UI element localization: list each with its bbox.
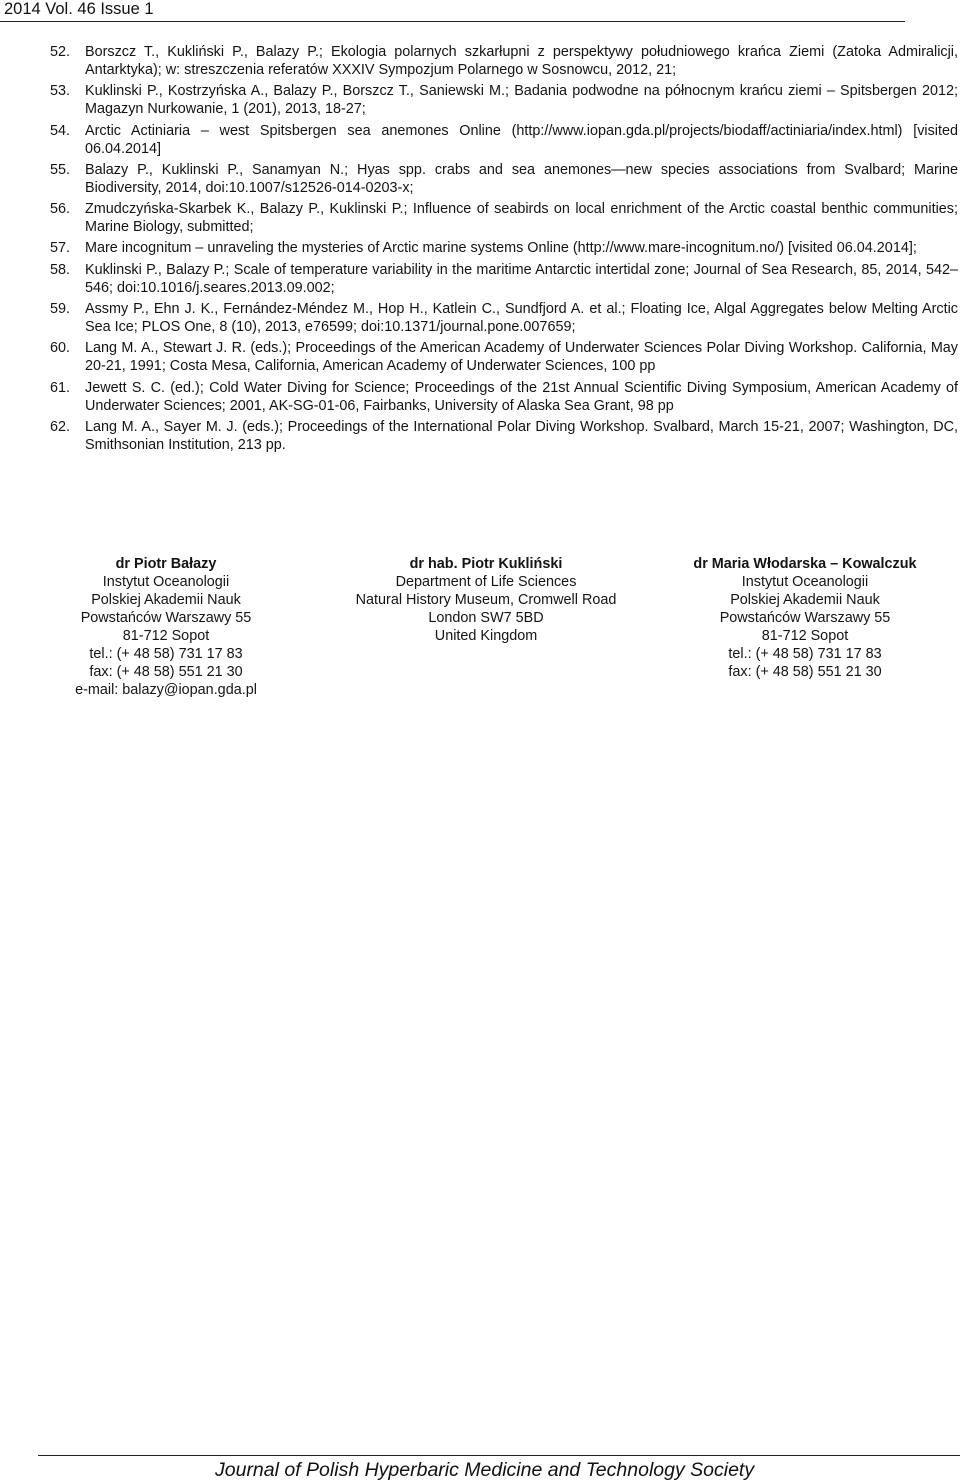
- reference-number: 59.: [50, 301, 71, 318]
- reference-text: Arctic Actiniaria – west Spitsbergen sea anemones Online (http://www.iopan.gda.pl/projects/biodaff/actiniaria/index.html) [visited 06.04.2014]: [85, 122, 958, 157]
- reference-text: Balazy P., Kuklinski P., Sanamyan N.; Hyas spp. crabs and sea anemones—new species associations from Svalbard; Marine Biodiversity, 2014, doi:10.1007/s12526-014-0203-x;: [85, 161, 958, 196]
- author-address-line: London SW7 5BD: [428, 610, 544, 626]
- reference-item: [50, 379, 958, 415]
- reference-number: 61.: [50, 379, 71, 396]
- reference-item: [50, 339, 958, 375]
- author-contact-block: [650, 555, 960, 681]
- reference-list: [50, 43, 958, 457]
- reference-item: [50, 43, 958, 79]
- reference-number: 52.: [50, 44, 71, 60]
- author-address-line: 81-712 Sopot: [761, 628, 849, 644]
- reference-text: Mare incognitum – unraveling the mysteries of Arctic marine systems Online (http://www.mare-incognitum.no/) [visited 06.04.2014];: [85, 240, 917, 257]
- author-name: dr Maria Włodarska – Kowalczuk: [693, 556, 917, 572]
- reference-text: Lang M. A., Sayer M. J. (eds.); Proceedings of the International Polar Diving Workshop. Svalbard, March 15-21, 2007; Washington, DC, Smithsonian Institution, 213 pp.: [85, 418, 958, 453]
- reference-item: [50, 161, 958, 197]
- reference-item: [50, 300, 958, 336]
- author-contact-block: [11, 555, 321, 699]
- reference-text: Kuklinski P., Kostrzyńska A., Balazy P., Borszcz T., Saniewski M.; Badania podwodne na północnym krańcu ziemi – Spitsbergen 2012; Magazyn Nurkowanie, 1 (201), 2013, 18-27;: [85, 83, 958, 118]
- author-address-line: Polskiej Akademii Nauk: [91, 592, 241, 608]
- reference-number: 57.: [50, 240, 71, 257]
- reference-item: [50, 418, 958, 454]
- author-contact-block: [331, 555, 641, 645]
- author-address-line: Instytut Oceanologii: [102, 574, 230, 590]
- page-header: [0, 0, 905, 22]
- author-name: dr hab. Piotr Kukliński: [409, 556, 563, 572]
- author-address-line: Department of Life Sciences: [395, 574, 577, 590]
- reference-number: 53.: [50, 83, 71, 100]
- author-address-line: Instytut Oceanologii: [741, 574, 869, 590]
- author-address-line: fax: (+ 48 58) 551 21 30: [728, 664, 882, 680]
- reference-text: Borszcz T., Kukliński P., Balazy P.; Ekologia polarnych szkarłupni z perspektywy południowego krańca Ziemi (Zatoka Admiralicji, Antarktyka); w: streszczenia referatów XXXIV Sympozjum Polarnego w Sosnowcu, 2012, 21;: [85, 44, 958, 78]
- author-address-line: e-mail: balazy@iopan.gda.pl: [75, 682, 257, 698]
- footer-rule: [38, 1455, 960, 1456]
- reference-text: Jewett S. C. (ed.); Cold Water Diving for Science; Proceedings of the 21st Annual Scientific Diving Symposium, American Academy of Underwater Sciences; 2001, AK-SG-01-06, Fairbanks, University of Alaska Sea Grant, 98 pp: [85, 379, 958, 414]
- author-name: dr Piotr Bałazy: [115, 556, 217, 572]
- reference-number: 62.: [50, 418, 71, 435]
- reference-text: Lang M. A., Stewart J. R. (eds.); Proceedings of the American Academy of Underwater Sciences Polar Diving Workshop. California, May 20-21, 1991; Costa Mesa, California, American Academy of Underwater Sciences, 100 pp: [85, 340, 958, 375]
- journal-footer: Journal of Polish Hyperbaric Medicine and Technology Society: [215, 1459, 755, 1481]
- author-address-line: 81-712 Sopot: [122, 628, 210, 644]
- author-address-line: Powstańców Warszawy 55: [80, 610, 252, 626]
- reference-text: Kuklinski P., Balazy P.; Scale of temperature variability in the maritime Antarctic intertidal zone; Journal of Sea Research, 85, 2014, 542–546; doi:10.1016/j.seares.2013.09.002;: [85, 261, 958, 296]
- reference-number: 55.: [50, 161, 71, 178]
- reference-item: [50, 122, 958, 158]
- reference-item: [50, 239, 958, 257]
- author-address-line: Natural History Museum, Cromwell Road: [355, 592, 617, 608]
- journal-issue-label: 2014 Vol. 46 Issue 1: [4, 0, 154, 18]
- reference-number: 54.: [50, 122, 71, 139]
- reference-item: [50, 261, 958, 297]
- reference-number: 58.: [50, 261, 71, 278]
- author-address-line: tel.: (+ 48 58) 731 17 83: [89, 646, 243, 662]
- reference-text: Zmudczyńska-Skarbek K., Balazy P., Kuklinski P.; Influence of seabirds on local enrichment of the Arctic coastal benthic communities; Marine Biology, submitted;: [85, 201, 958, 236]
- author-address-line: Polskiej Akademii Nauk: [730, 592, 880, 608]
- author-contacts: [0, 555, 960, 715]
- author-address-line: fax: (+ 48 58) 551 21 30: [89, 664, 243, 680]
- author-address-line: Powstańców Warszawy 55: [719, 610, 891, 626]
- author-address-line: United Kingdom: [434, 628, 538, 644]
- reference-item: [50, 200, 958, 236]
- author-address-line: tel.: (+ 48 58) 731 17 83: [728, 646, 882, 662]
- reference-number: 56.: [50, 201, 71, 218]
- reference-item: [50, 82, 958, 118]
- reference-text: Assmy P., Ehn J. K., Fernández-Méndez M., Hop H., Katlein C., Sundfjord A. et al.; Floating Ice, Algal Aggregates below Melting Arctic Sea Ice; PLOS One, 8 (10), 2013, e76599; doi:10.1371/journal.pone.007659;: [85, 301, 958, 336]
- reference-number: 60.: [50, 340, 71, 357]
